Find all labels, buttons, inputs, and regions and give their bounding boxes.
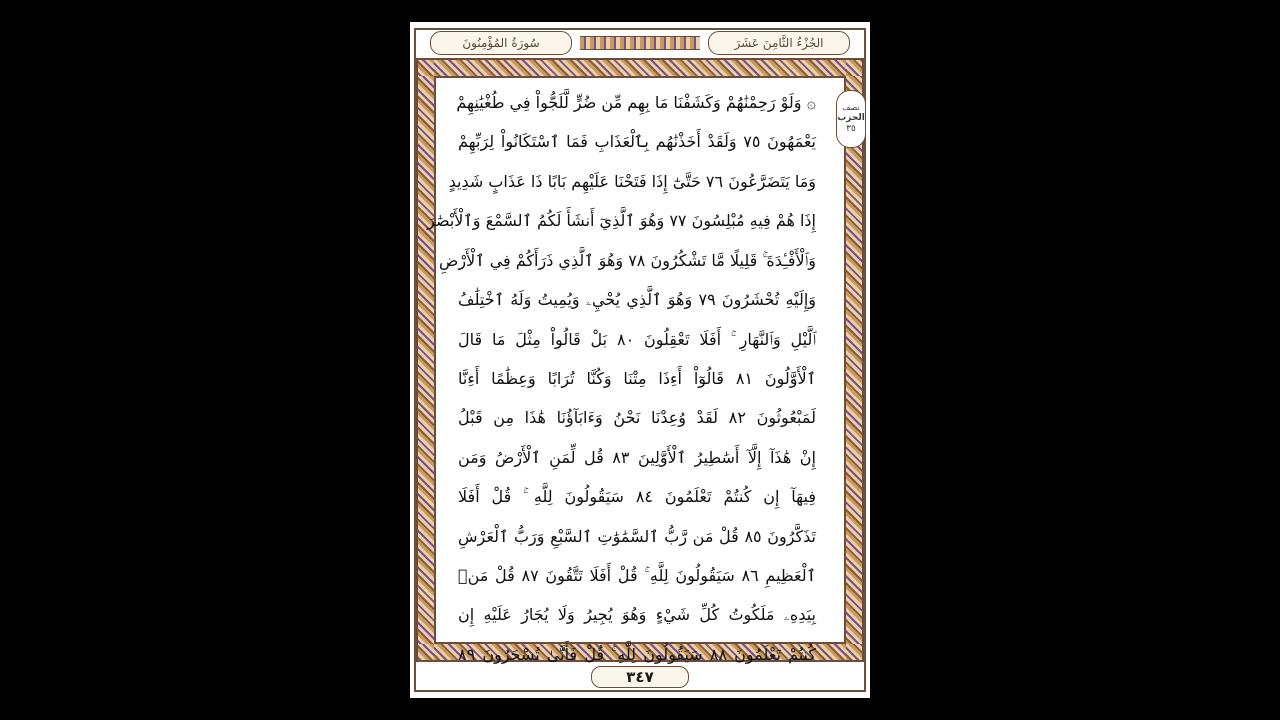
text-line-11: فِيهَآ إِن كُنتُمْ تَعْلَمُونَ ٨٤ سَيَقُولُونَ لِلَّهِ ۚ قُلْ أَفَلَا [458,487,816,507]
text-line-4: إِذَا هُمْ فِيهِ مُبْلِسُونَ ٧٧ وَهُوَ ٱلَّذِيٓ أَنشَأَ لَكُمُ ٱلسَّمْعَ وَٱلْأَبْصَٰرَ [427,211,816,231]
surah-name: سُورَةُ المُؤْمِنُونَ [430,31,572,55]
text-line-12: تَذَكَّرُونَ ٨٥ قُلْ مَن رَّبُّ ٱلسَّمَٰوَٰتِ ٱلسَّبْعِ وَرَبُّ ٱلْعَرْشِ [458,526,817,546]
text-line-2: يَعْمَهُونَ ٧٥ وَلَقَدْ أَخَذْنَٰهُم بِٱلْعَذَابِ فَمَا ٱسْتَكَانُواْ لِرَبِّهِمْ [458,132,816,152]
text-line-3: وَمَا يَتَضَرَّعُونَ ٧٦ حَتَّىٰٓ إِذَا فَتَحْنَا عَلَيْهِم بَابًا ذَا عَذَابٍ شَدِيدٍ [448,171,816,191]
hizb-marker-label: نصف [842,103,860,112]
page-header [416,28,864,58]
hizb-marker [836,90,866,148]
text-line-5: وَٱلْأَفْـِٔدَةَ ۚ قَلِيلًا مَّا تَشْكُرُونَ ٧٨ وَهُوَ ٱلَّذِي ذَرَأَكُمْ فِي ٱلْأَرْضِ [439,250,816,270]
juz-name: الجُزْءُ الثَّامِنَ عَشَرَ [708,31,850,55]
text-line-6: وَإِلَيْهِ تُحْشَرُونَ ٧٩ وَهُوَ ٱلَّذِي يُحْيِۦ وَيُمِيتُ وَلَهُ ٱخْتِلَٰفُ [458,290,817,310]
hizb-marker-word: الحزب [837,113,865,123]
text-line-15: كُنتُمْ تَعْلَمُونَ ٨٨ سَيَقُولُونَ لِلَّهِ ۚ قُلْ فَأَنَّىٰ تُسْحَرُونَ ٨٩ [458,644,816,664]
quran-text-block [427,86,817,672]
mushaf-page [410,22,870,698]
header-ornament [580,36,700,50]
text-line-14: بِيَدِهِۦ مَلَكُوتُ كُلِّ شَيْءٍ وَهُوَ يُجِيرُ وَلَا يُجَارُ عَلَيْهِ إِن [458,605,816,625]
page-number: ٣٤٧ [591,666,689,688]
text-line-1: ۞ وَلَوْ رَحِمْنَٰهُمْ وَكَشَفْنَا مَا بِهِم مِّن ضُرٍّ لَّلَجُّواْ فِي طُغْيَٰنِهِمْ [456,93,816,112]
text-line-7: ٱلَّيْلِ وَٱلنَّهَارِ ۚ أَفَلَا تَعْقِلُونَ ٨٠ بَلْ قَالُواْ مِثْلَ مَا قَالَ [458,329,817,349]
text-line-8: ٱلْأَوَّلُونَ ٨١ قَالُوٓاْ أَءِذَا مِتْنَا وَكُنَّا تُرَابًا وَعِظَٰمًا أَءِنَّا [458,368,816,388]
hizb-marker-number: ٣٥ [846,124,856,134]
text-line-10: إِنْ هَٰذَآ إِلَّآ أَسَٰطِيرُ ٱلْأَوَّلِينَ ٨٣ قُل لِّمَنِ ٱلْأَرْضُ وَمَن [458,447,816,467]
text-line-13: ٱلْعَظِيمِ ٨٦ سَيَقُولُونَ لِلَّهِ ۚ قُلْ أَفَلَا تَتَّقُونَ ٨٧ قُلْ مَنۢ [458,566,816,586]
text-line-9: لَمَبْعُوثُونَ ٨٢ لَقَدْ وُعِدْنَا نَحْنُ وَءَابَآؤُنَا هَٰذَا مِن قَبْلُ [458,408,816,428]
